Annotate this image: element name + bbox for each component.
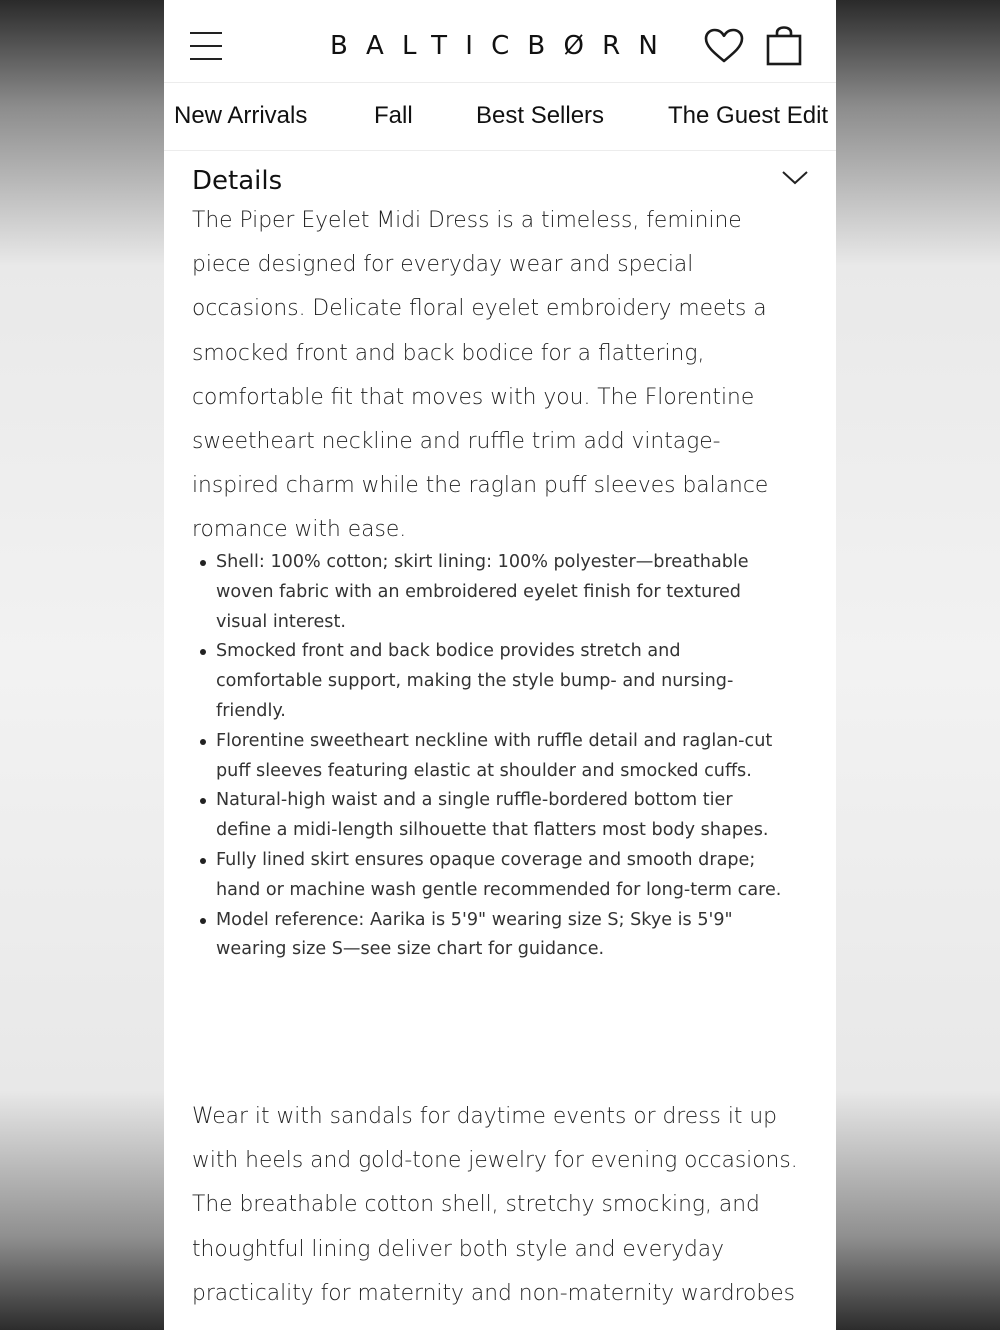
site-header — [164, 0, 836, 83]
heart-icon[interactable] — [704, 28, 744, 64]
nav-item-best-sellers[interactable]: Best Sellers — [476, 102, 605, 129]
list-item: Shell: 100% cotton; skirt lining: 100% polyester—breathable woven fabric with an embroidered eyelet finish for textured visual interest. — [216, 548, 792, 637]
details-bullet-list — [192, 548, 792, 965]
nav-item-the-guest-edit[interactable]: The Guest Edit — [668, 102, 829, 129]
nav-item-new-arrivals[interactable]: New Arrivals — [174, 102, 308, 129]
list-item: Fully lined skirt ensures opaque coverage and smooth drape; hand or machine wash gentle recommended for long-term care. — [216, 846, 792, 906]
shopping-bag-icon[interactable] — [765, 25, 803, 67]
chevron-down-icon[interactable] — [780, 167, 810, 187]
details-heading[interactable]: Details — [192, 166, 283, 196]
category-nav — [164, 83, 836, 151]
list-item: Model reference: Aarika is 5'9" wearing size S; Skye is 5'9" wearing size S—see size chart for guidance. — [216, 906, 792, 966]
hamburger-menu-icon[interactable] — [190, 30, 222, 62]
list-item: Natural-high waist and a single ruffle-bordered bottom tier define a midi-length silhouette that flatters most body shapes. — [216, 786, 792, 846]
list-item: Smocked front and back bodice provides stretch and comfortable support, making the style bump- and nursing-friendly. — [216, 637, 792, 726]
product-page — [164, 0, 836, 1330]
details-outro-text: Wear it with sandals for daytime events or dress it up with heels and gold-tone jewelry for evening occasions. The breathable cotton shell, stretchy smocking, and thoughtful lining deliver both style and everyday practicality for maternity and non-maternity wardrobes — [192, 1104, 798, 1306]
nav-item-fall[interactable]: Fall — [374, 102, 413, 129]
details-intro-text: The Piper Eyelet Midi Dress is a timeless, feminine piece designed for everyday wear and special occasions. Delicate floral eyelet embroidery meets a smocked front and back bodice for a flattering, comfortable fit that moves with you. The Florentine sweetheart neckline and ruffle trim add vintage-inspired charm while the raglan puff sleeves balance romance with ease. — [192, 208, 769, 543]
brand-logo[interactable]: BALTICBØRN — [330, 31, 677, 61]
list-item: Florentine sweetheart neckline with ruffle detail and raglan-cut puff sleeves featuring elastic at shoulder and smocked cuffs. — [216, 727, 792, 787]
